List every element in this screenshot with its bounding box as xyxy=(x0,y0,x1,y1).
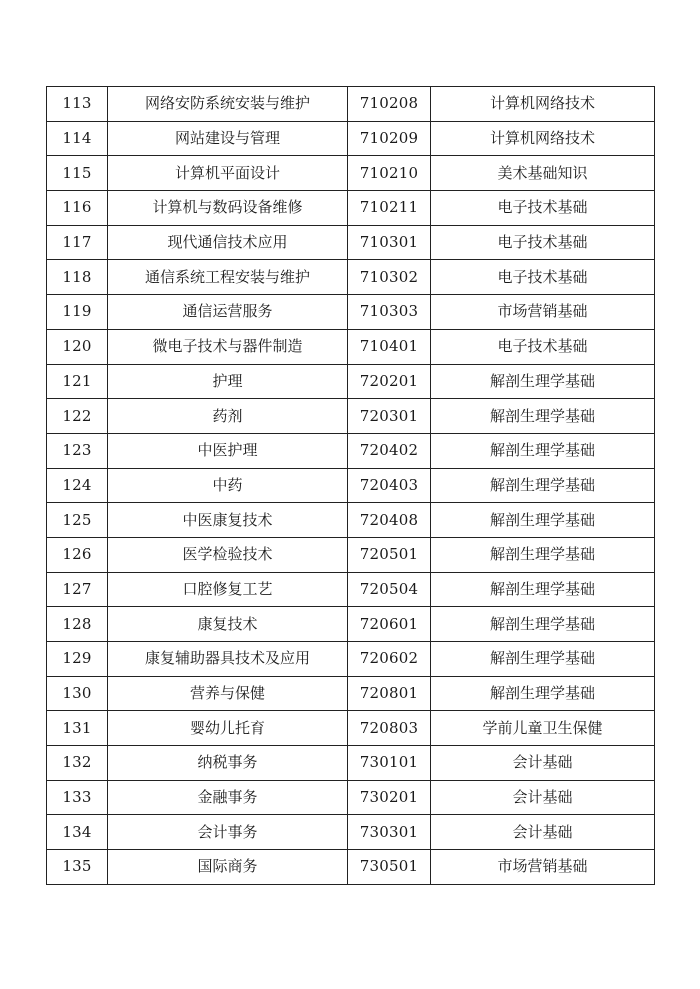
table-row xyxy=(47,468,655,503)
exam-subject-cell: 美术基础知识 xyxy=(431,156,655,191)
serial-number-cell: 116 xyxy=(47,191,108,226)
exam-subject-cell: 电子技术基础 xyxy=(431,329,655,364)
major-table xyxy=(46,86,655,885)
table-row xyxy=(47,607,655,642)
table-row xyxy=(47,156,655,191)
major-code-cell: 710302 xyxy=(348,260,431,295)
exam-subject-cell: 解剖生理学基础 xyxy=(431,537,655,572)
table-row xyxy=(47,537,655,572)
major-name-cell: 护理 xyxy=(108,364,348,399)
serial-number-cell: 128 xyxy=(47,607,108,642)
major-name-cell: 计算机与数码设备维修 xyxy=(108,191,348,226)
table-row xyxy=(47,121,655,156)
major-code-cell: 730101 xyxy=(348,746,431,781)
major-name-cell: 会计事务 xyxy=(108,815,348,850)
major-code-cell: 720801 xyxy=(348,676,431,711)
exam-subject-cell: 解剖生理学基础 xyxy=(431,676,655,711)
serial-number-cell: 130 xyxy=(47,676,108,711)
major-code-cell: 720408 xyxy=(348,503,431,538)
exam-subject-cell: 会计基础 xyxy=(431,815,655,850)
major-name-cell: 通信系统工程安装与维护 xyxy=(108,260,348,295)
exam-subject-cell: 市场营销基础 xyxy=(431,295,655,330)
serial-number-cell: 113 xyxy=(47,87,108,122)
table-row xyxy=(47,433,655,468)
serial-number-cell: 134 xyxy=(47,815,108,850)
table-row xyxy=(47,746,655,781)
major-code-cell: 720601 xyxy=(348,607,431,642)
serial-number-cell: 117 xyxy=(47,225,108,260)
serial-number-cell: 118 xyxy=(47,260,108,295)
table-row xyxy=(47,850,655,885)
major-name-cell: 口腔修复工艺 xyxy=(108,572,348,607)
serial-number-cell: 131 xyxy=(47,711,108,746)
serial-number-cell: 135 xyxy=(47,850,108,885)
major-name-cell: 计算机平面设计 xyxy=(108,156,348,191)
major-name-cell: 现代通信技术应用 xyxy=(108,225,348,260)
table-row xyxy=(47,676,655,711)
major-name-cell: 网络安防系统安装与维护 xyxy=(108,87,348,122)
exam-subject-cell: 解剖生理学基础 xyxy=(431,399,655,434)
major-code-cell: 720301 xyxy=(348,399,431,434)
major-code-cell: 730501 xyxy=(348,850,431,885)
table-body xyxy=(47,87,655,885)
major-code-cell: 730201 xyxy=(348,780,431,815)
major-name-cell: 微电子技术与器件制造 xyxy=(108,329,348,364)
exam-subject-cell: 解剖生理学基础 xyxy=(431,642,655,677)
serial-number-cell: 126 xyxy=(47,537,108,572)
major-code-cell: 710211 xyxy=(348,191,431,226)
table-row xyxy=(47,225,655,260)
major-name-cell: 通信运营服务 xyxy=(108,295,348,330)
major-name-cell: 中医康复技术 xyxy=(108,503,348,538)
major-name-cell: 纳税事务 xyxy=(108,746,348,781)
major-name-cell: 金融事务 xyxy=(108,780,348,815)
table-row xyxy=(47,364,655,399)
table-row xyxy=(47,642,655,677)
table-row xyxy=(47,260,655,295)
serial-number-cell: 115 xyxy=(47,156,108,191)
major-code-cell: 710210 xyxy=(348,156,431,191)
major-code-cell: 710209 xyxy=(348,121,431,156)
major-code-cell: 720403 xyxy=(348,468,431,503)
table-row xyxy=(47,295,655,330)
major-code-cell: 720504 xyxy=(348,572,431,607)
table-row xyxy=(47,711,655,746)
serial-number-cell: 119 xyxy=(47,295,108,330)
table-row xyxy=(47,815,655,850)
table-row xyxy=(47,329,655,364)
exam-subject-cell: 解剖生理学基础 xyxy=(431,503,655,538)
major-name-cell: 药剂 xyxy=(108,399,348,434)
major-code-cell: 720501 xyxy=(348,537,431,572)
exam-subject-cell: 市场营销基础 xyxy=(431,850,655,885)
major-code-cell: 720803 xyxy=(348,711,431,746)
serial-number-cell: 122 xyxy=(47,399,108,434)
exam-subject-cell: 计算机网络技术 xyxy=(431,121,655,156)
table-row xyxy=(47,572,655,607)
major-name-cell: 婴幼儿托育 xyxy=(108,711,348,746)
exam-subject-cell: 解剖生理学基础 xyxy=(431,468,655,503)
serial-number-cell: 127 xyxy=(47,572,108,607)
exam-subject-cell: 解剖生理学基础 xyxy=(431,572,655,607)
exam-subject-cell: 解剖生理学基础 xyxy=(431,364,655,399)
major-name-cell: 营养与保健 xyxy=(108,676,348,711)
table-row xyxy=(47,399,655,434)
major-code-cell: 720201 xyxy=(348,364,431,399)
major-name-cell: 医学检验技术 xyxy=(108,537,348,572)
serial-number-cell: 120 xyxy=(47,329,108,364)
major-code-cell: 710208 xyxy=(348,87,431,122)
serial-number-cell: 124 xyxy=(47,468,108,503)
exam-subject-cell: 会计基础 xyxy=(431,746,655,781)
serial-number-cell: 133 xyxy=(47,780,108,815)
serial-number-cell: 129 xyxy=(47,642,108,677)
table-row xyxy=(47,780,655,815)
major-code-cell: 710401 xyxy=(348,329,431,364)
major-name-cell: 网站建设与管理 xyxy=(108,121,348,156)
major-name-cell: 中医护理 xyxy=(108,433,348,468)
table-row xyxy=(47,87,655,122)
major-name-cell: 康复辅助器具技术及应用 xyxy=(108,642,348,677)
major-code-cell: 720402 xyxy=(348,433,431,468)
serial-number-cell: 121 xyxy=(47,364,108,399)
serial-number-cell: 114 xyxy=(47,121,108,156)
major-name-cell: 中药 xyxy=(108,468,348,503)
major-code-cell: 730301 xyxy=(348,815,431,850)
major-code-cell: 720602 xyxy=(348,642,431,677)
exam-subject-cell: 解剖生理学基础 xyxy=(431,433,655,468)
major-name-cell: 国际商务 xyxy=(108,850,348,885)
major-name-cell: 康复技术 xyxy=(108,607,348,642)
serial-number-cell: 132 xyxy=(47,746,108,781)
major-code-cell: 710303 xyxy=(348,295,431,330)
exam-subject-cell: 学前儿童卫生保健 xyxy=(431,711,655,746)
exam-subject-cell: 电子技术基础 xyxy=(431,260,655,295)
table-row xyxy=(47,191,655,226)
serial-number-cell: 123 xyxy=(47,433,108,468)
exam-subject-cell: 会计基础 xyxy=(431,780,655,815)
exam-subject-cell: 电子技术基础 xyxy=(431,191,655,226)
table-row xyxy=(47,503,655,538)
exam-subject-cell: 计算机网络技术 xyxy=(431,87,655,122)
serial-number-cell: 125 xyxy=(47,503,108,538)
major-code-cell: 710301 xyxy=(348,225,431,260)
exam-subject-cell: 解剖生理学基础 xyxy=(431,607,655,642)
exam-subject-cell: 电子技术基础 xyxy=(431,225,655,260)
